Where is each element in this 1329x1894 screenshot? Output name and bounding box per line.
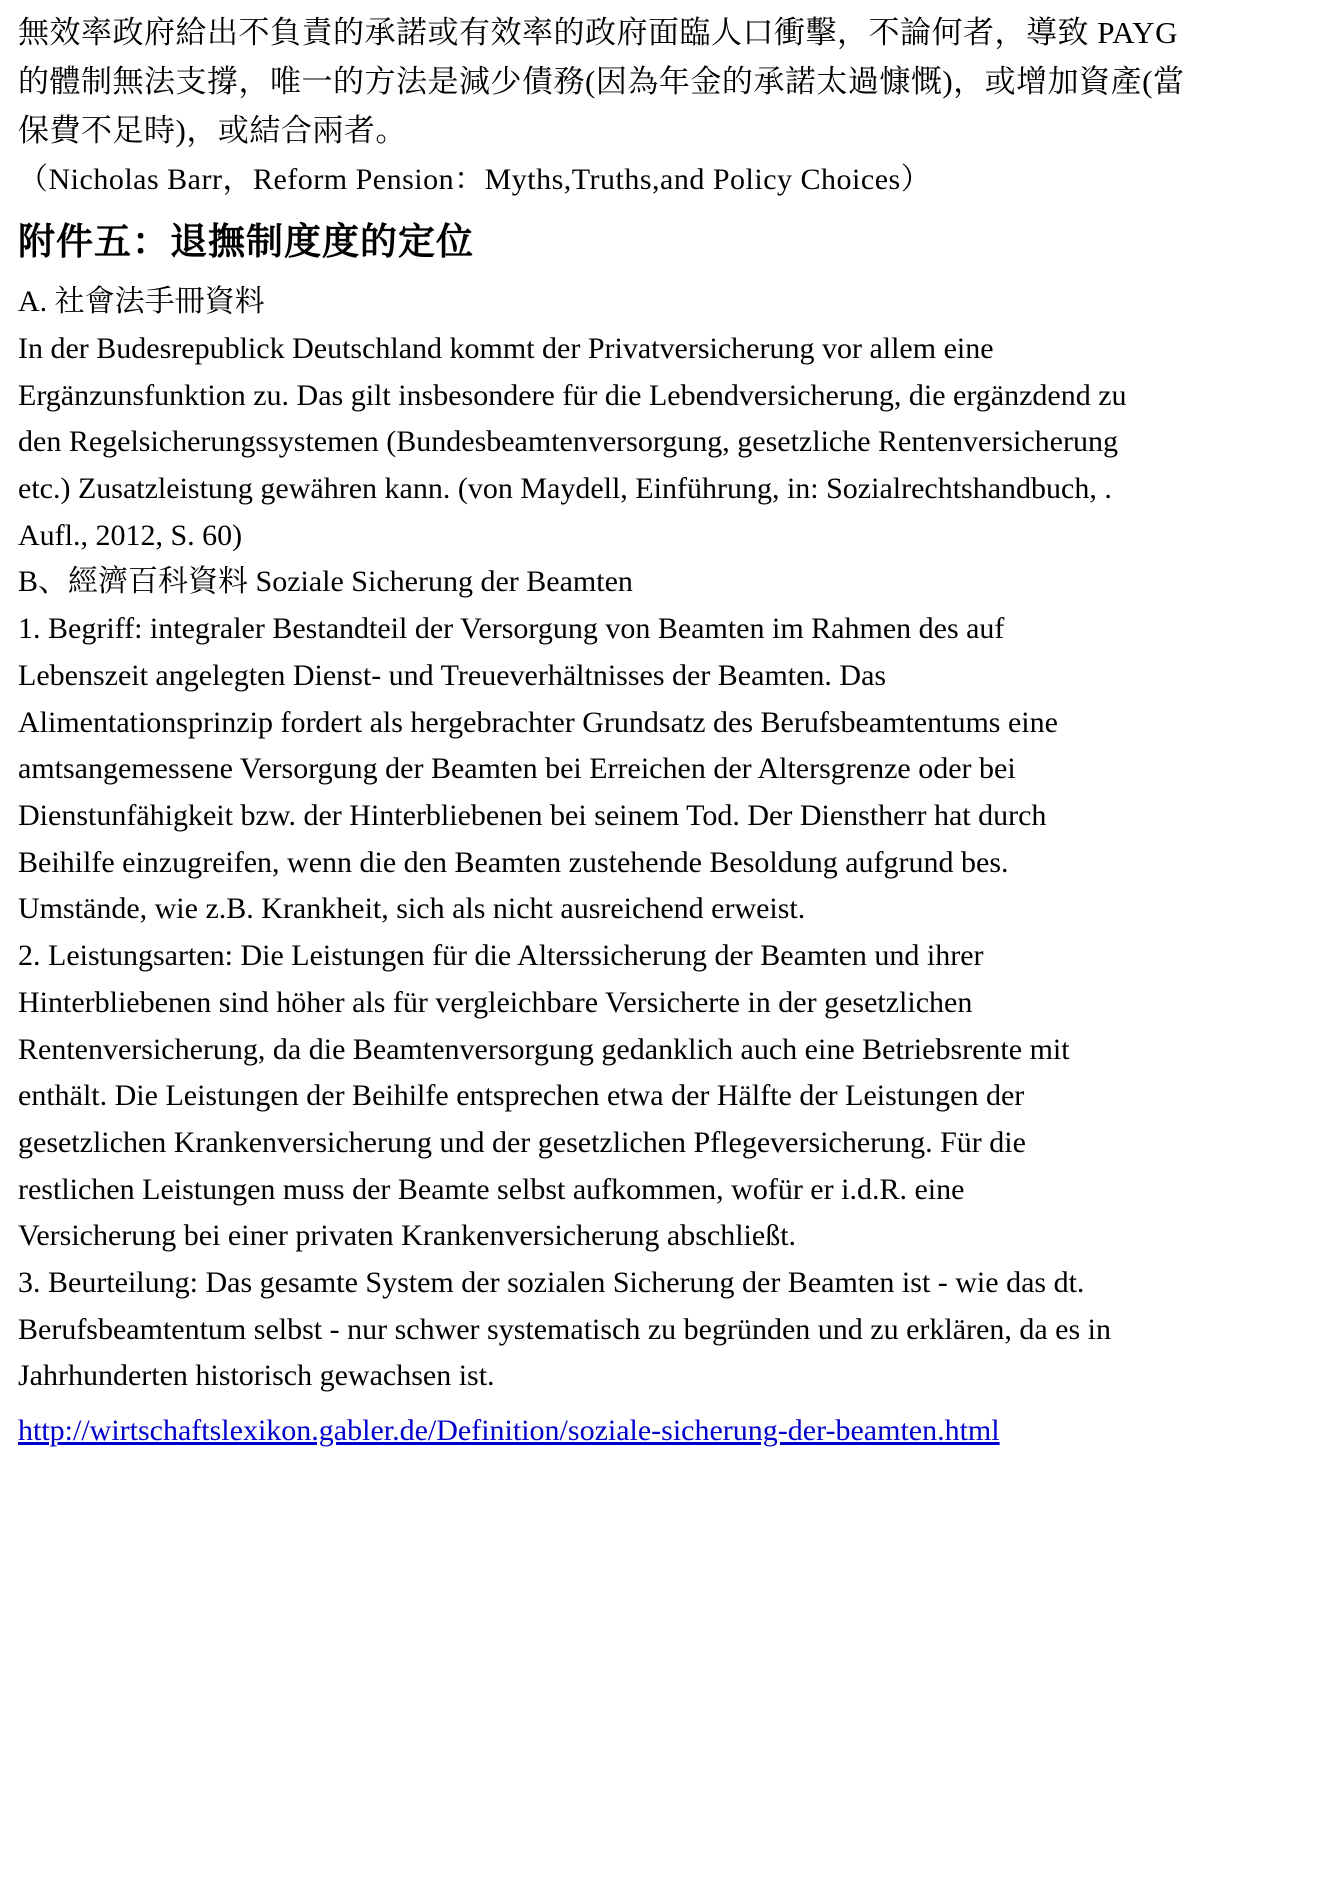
text-line: enthält. Die Leistungen der Beihilfe entsprechen etwa der Hälfte der Leistungen der (18, 1079, 1025, 1113)
text-line: Jahrhunderten historisch gewachsen ist. (18, 1359, 495, 1393)
text-line: B、經濟百科資料 Soziale Sicherung der Beamten (18, 565, 633, 599)
text-line: Lebenszeit angelegten Dienst- und Treueverhältnisses der Beamten. Das (18, 658, 887, 692)
text-line: Aufl., 2012, S. 60) (18, 518, 243, 552)
text-line: restlichen Leistungen muss der Beamte selbst aufkommen, wofür er i.d.R. eine (18, 1172, 965, 1206)
text-line: 無效率政府給出不負責的承諾或有效率的政府面臨人口衝擊，不論何者，導致 PAYG (18, 15, 1178, 50)
text-line: gesetzlichen Krankenversicherung und der gesetzlichen Pflegeversicherung. Für die (18, 1125, 1026, 1159)
text-line: 2. Leistungsarten: Die Leistungen für die Alterssicherung der Beamten und ihrer (18, 939, 984, 973)
text-line: Beihilfe einzugreifen, wenn die den Beamten zustehende Besoldung aufgrund bes. (18, 845, 1009, 879)
link-line (18, 1407, 1319, 1454)
text-line: Umstände, wie z.B. Krankheit, sich als nicht ausreichend erweist. (18, 892, 806, 926)
text-line: 1. Begriff: integraler Bestandteil der Versorgung von Beamten im Rahmen des auf (18, 612, 1005, 646)
text-line: Dienstunfähigkeit bzw. der Hinterbliebenen bei seinem Tod. Der Dienstherr hat durch (18, 798, 1047, 832)
text-line: 保費不足時)，或結合兩者。 (18, 113, 407, 148)
text-line: Rentenversicherung, da die Beamtenversorgung gedanklich auch eine Betriebsrente mit (18, 1032, 1070, 1066)
text-line: A. 社會法手冊資料 (18, 285, 265, 319)
text-line: etc.) Zusatzleistung gewähren kann. (von Maydell, Einführung, in: Sozialrechtshandbuch, . (18, 472, 1112, 506)
text-line: den Regelsicherungssystemen (Bundesbeamtenversorgung, gesetzliche Rentenversicherung (18, 425, 1118, 459)
text-line: 3. Beurteilung: Das gesamte System der sozialen Sicherung der Beamten ist - wie das dt. (18, 1266, 1085, 1300)
text-line: Hinterbliebenen sind höher als für vergleichbare Versicherte in der gesetzlichen (18, 985, 973, 1019)
text-line: Ergänzunsfunktion zu. Das gilt insbesondere für die Lebendversicherung, die ergänzdend zu (18, 378, 1127, 412)
text-line: Alimentationsprinzip fordert als hergebrachter Grundsatz des Berufsbeamtentums eine (18, 705, 1058, 739)
text-line: 的體制無法支撐，唯一的方法是減少債務(因為年金的承諾太過慷慨)，或增加資產(當 (18, 64, 1185, 99)
text-line: Berufsbeamtentum selbst - nur schwer systematisch zu begründen und zu erklären, da es in (18, 1312, 1112, 1346)
external-link[interactable]: http://wirtschaftslexikon.gabler.de/Definition/soziale-sicherung-der-beamten.html (18, 1414, 1000, 1448)
section-heading: 附件五：退撫制度度的定位 (18, 222, 474, 263)
text-line: Versicherung bei einer privaten Krankenversicherung abschließt. (18, 1219, 797, 1253)
text-line: amtsangemessene Versorgung der Beamten bei Erreichen der Altersgrenze oder bei (18, 752, 1016, 786)
document-body (18, 8, 1319, 1454)
text-line: In der Budesrepublick Deutschland kommt der Privatversicherung vor allem eine (18, 331, 994, 365)
text-line: （Nicholas Barr，Reform Pension：Myths,Truths,and Policy Choices） (18, 163, 932, 196)
